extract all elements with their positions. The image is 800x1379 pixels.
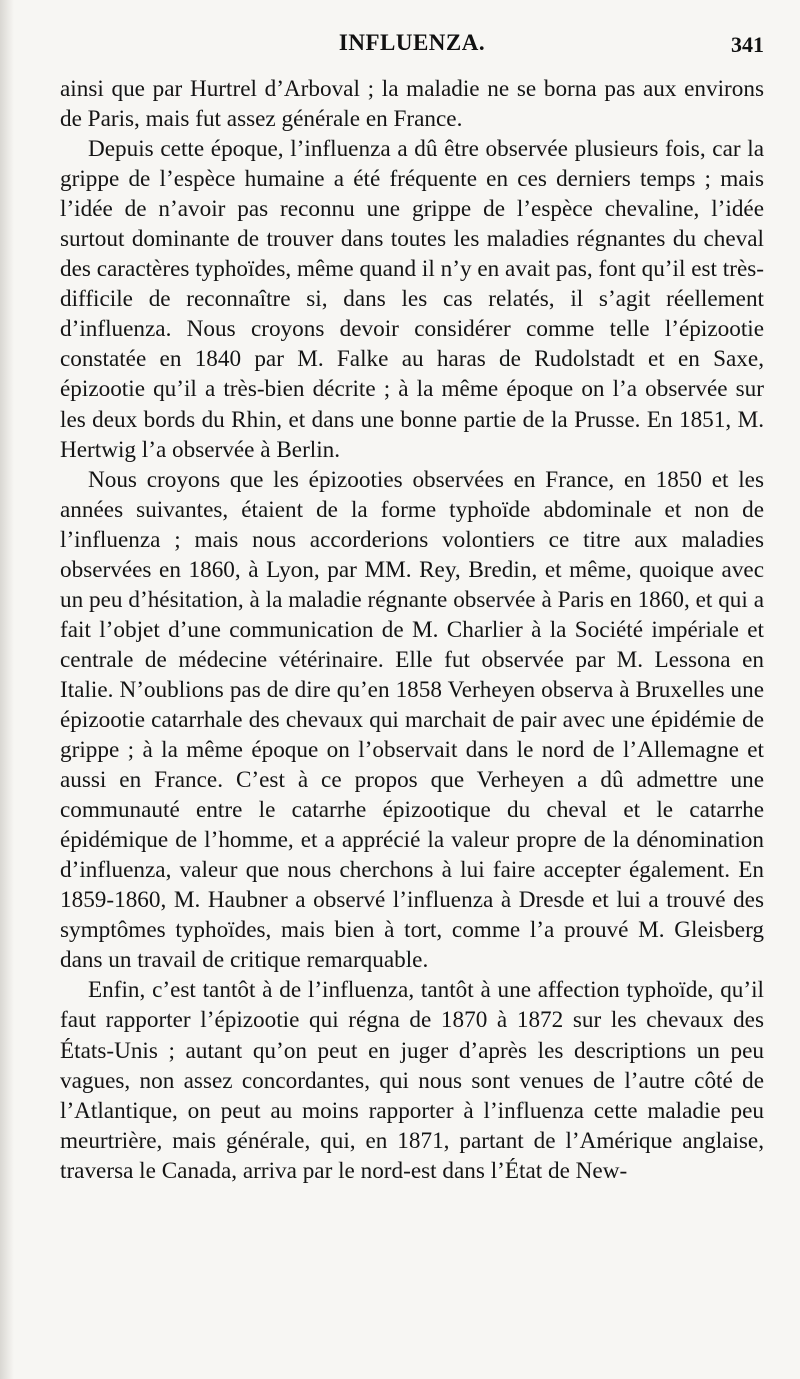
- paragraph: Depuis cette époque, l’influenza a dû être observée plusieurs fois, car la grippe de l’espèce humaine a été fréquente en ces derniers temps ; mais l’idée de n’avoir pas reconnu une grippe de l’espèce chevaline, l’idée surtout dominante de trouver dans toutes les maladies régnantes du cheval des caractères typhoïdes, même quand il n’y en avait pas, font qu’il est très-difficile de reconnaître si, dans les cas relatés, il s’agit réellement d’influenza. Nous croyons devoir considérer comme telle l’épizootie constatée en 1840 par M. Falke au haras de Rudolstadt et en Saxe, épizootie qu’il a très-bien décrite ; à la même époque on l’a observée sur les deux bords du Rhin, et dans une bonne partie de la Prusse. En 1851, M. Hertwig l’a observée à Berlin.: [60, 136, 764, 463]
- paragraph: Nous croyons que les épizooties observées en France, en 1850 et les années suivantes, étaient de la forme typhoïde abdominale et non de l’influenza ; mais nous accorderions volontiers ce titre aux maladies observées en 1860, à Lyon, par MM. Rey, Bredin, et même, quoique avec un peu d’hésitation, à la maladie régnante observée à Paris en 1860, et qui a fait l’objet d’une communication de M. Charlier à la Société impériale et centrale de médecine vétérinaire. Elle fut observée par M. Lessona en Italie. N’oublions pas de dire qu’en 1858 Verheyen observa à Bruxelles une épizootie catarrhale des chevaux qui marchait de pair avec une épidémie de grippe ; à la même époque on l’observait dans le nord de l’Allemagne et aussi en France. C’est à ce propos que Verheyen a dû admettre une communauté entre le catarrhe épizootique du cheval et le catarrhe épidémique de l’homme, et a apprécié la valeur propre de la dénomination d’influenza, valeur que nous cherchons à lui faire accepter également. En 1859-1860, M. Haubner a observé l’influenza à Dresde et lui a trouvé des symptômes typhoïdes, mais bien à tort, comme l’a prouvé M. Gleisberg dans un travail de critique remarquable.: [60, 466, 764, 974]
- running-title: INFLUENZA.: [338, 30, 486, 55]
- paragraph: Enfin, c’est tantôt à de l’influenza, tantôt à une affection typhoïde, qu’il faut rapporter l’épizootie qui régna de 1870 à 1872 sur les chevaux des États-Unis ; autant qu’on peut en juger d’après les descriptions un peu vagues, non assez concordantes, qui nous sont venues de l’autre côté de l’Atlantique, on peut au moins rapporter à l’influenza cette maladie peu meurtrière, mais générale, qui, en 1871, partant de l’Amérique anglaise, traversa le Canada, arriva par le nord-est dans l’État de New-: [60, 977, 764, 1184]
- page-header: [60, 30, 764, 64]
- paragraph-continuation: ainsi que par Hurtrel d’Arboval ; la maladie ne se borna pas aux environs de Paris, mais fut assez générale en France.: [60, 76, 764, 133]
- body-text: [60, 74, 764, 1186]
- page-number: 341: [731, 32, 764, 57]
